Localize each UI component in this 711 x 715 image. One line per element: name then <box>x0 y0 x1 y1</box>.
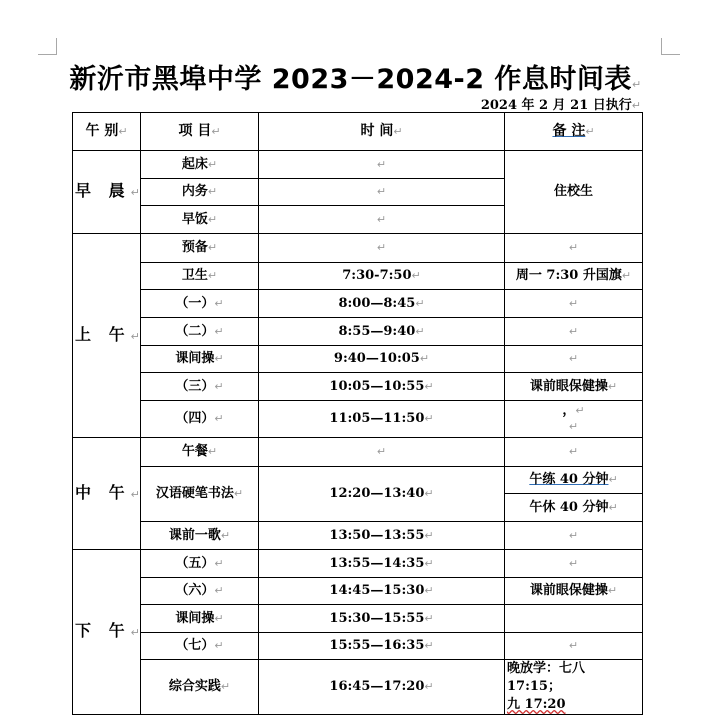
note-cell <box>505 605 643 633</box>
item-cell: 课间操↵ <box>141 605 259 633</box>
table-row <box>73 550 643 578</box>
time-cell: 11:05—11:50↵ <box>259 401 505 438</box>
header-note: 备 注↵ <box>505 113 643 151</box>
time-cell: 8:55—9:40↵ <box>259 318 505 346</box>
header-period: 午 别↵ <box>73 113 141 151</box>
note-cell: 午练 40 分钟↵ <box>505 467 643 494</box>
item-cell: 课间操↵ <box>141 346 259 373</box>
header-item: 项 目↵ <box>141 113 259 151</box>
header-row <box>73 113 643 151</box>
time-cell: 14:45—15:30↵ <box>259 578 505 605</box>
page-title: 新沂市黑埠中学 2023－2024-2 作息时间表↵ <box>69 64 642 95</box>
time-cell: 13:50—13:55↵ <box>259 522 505 550</box>
item-cell: （六）↵ <box>141 578 259 605</box>
note-cell: ↵ <box>505 346 643 373</box>
item-cell: 课前一歌↵ <box>141 522 259 550</box>
time-cell: 16:45—17:20↵ <box>259 660 505 715</box>
item-cell: 汉语硬笔书法↵ <box>141 467 259 522</box>
note-cell: 晚放学：七八 17:15； 九 17:20 <box>505 660 643 715</box>
time-cell: 10:05—10:55↵ <box>259 373 505 401</box>
time-cell: ↵ <box>259 179 505 206</box>
table-row <box>73 522 643 550</box>
table-row <box>73 605 643 633</box>
time-cell: 7:30-7:50↵ <box>259 263 505 290</box>
table-row <box>73 318 643 346</box>
table-row <box>73 467 643 494</box>
item-cell: （二）↵ <box>141 318 259 346</box>
page-corner-mark-right <box>661 38 680 55</box>
item-cell: 内务↵ <box>141 179 259 206</box>
schedule-table <box>72 112 643 715</box>
item-cell: （四）↵ <box>141 401 259 438</box>
note-cell: ↵ <box>505 234 643 263</box>
table-row <box>73 151 643 179</box>
time-cell: 15:30—15:55↵ <box>259 605 505 633</box>
table-row <box>73 578 643 605</box>
note-cell: ↵ <box>505 438 643 467</box>
note-cell: 午休 40 分钟↵ <box>505 494 643 522</box>
note-cell: 周一 7:30 升国旗↵ <box>505 263 643 290</box>
table-row <box>73 263 643 290</box>
item-cell: （五）↵ <box>141 550 259 578</box>
time-cell: 8:00—8:45↵ <box>259 290 505 318</box>
item-cell: （一）↵ <box>141 290 259 318</box>
table-row <box>73 438 643 467</box>
period-am: 上 午↵ <box>73 234 141 438</box>
note-cell: 课前眼保健操↵ <box>505 373 643 401</box>
time-cell: ↵ <box>259 206 505 234</box>
time-cell: 9:40—10:05↵ <box>259 346 505 373</box>
item-cell: （三）↵ <box>141 373 259 401</box>
time-cell: ↵ <box>259 151 505 179</box>
time-cell: ↵ <box>259 438 505 467</box>
period-pm: 下 午↵ <box>73 550 141 715</box>
note-cell: ↵ <box>505 522 643 550</box>
table-row <box>73 660 643 715</box>
table-row <box>73 373 643 401</box>
note-cell: ，↵ ↵ <box>505 401 643 438</box>
item-cell: 卫生↵ <box>141 263 259 290</box>
header-time: 时 间↵ <box>259 113 505 151</box>
table-row <box>73 234 643 263</box>
time-cell: 15:55—16:35↵ <box>259 633 505 660</box>
item-cell: 早饭↵ <box>141 206 259 234</box>
time-cell: 13:55—14:35↵ <box>259 550 505 578</box>
note-cell: ↵ <box>505 290 643 318</box>
note-cell: ↵ <box>505 633 643 660</box>
time-cell: 12:20—13:40↵ <box>259 467 505 522</box>
item-cell: 综合实践↵ <box>141 660 259 715</box>
note-cell: 住校生 <box>505 151 643 234</box>
item-cell: 预备↵ <box>141 234 259 263</box>
item-cell: （七）↵ <box>141 633 259 660</box>
table-row <box>73 290 643 318</box>
table-row <box>73 633 643 660</box>
effective-date: 2024 年 2 月 21 日执行↵ <box>480 98 641 113</box>
period-morning: 早 晨↵ <box>73 151 141 234</box>
item-cell: 起床↵ <box>141 151 259 179</box>
page-corner-mark-left <box>38 38 57 55</box>
note-cell: ↵ <box>505 550 643 578</box>
time-cell: ↵ <box>259 234 505 263</box>
note-cell: ↵ <box>505 318 643 346</box>
note-cell: 课前眼保健操↵ <box>505 578 643 605</box>
item-cell: 午餐↵ <box>141 438 259 467</box>
table-row <box>73 346 643 373</box>
table-row <box>73 401 643 438</box>
period-noon: 中 午↵ <box>73 438 141 550</box>
